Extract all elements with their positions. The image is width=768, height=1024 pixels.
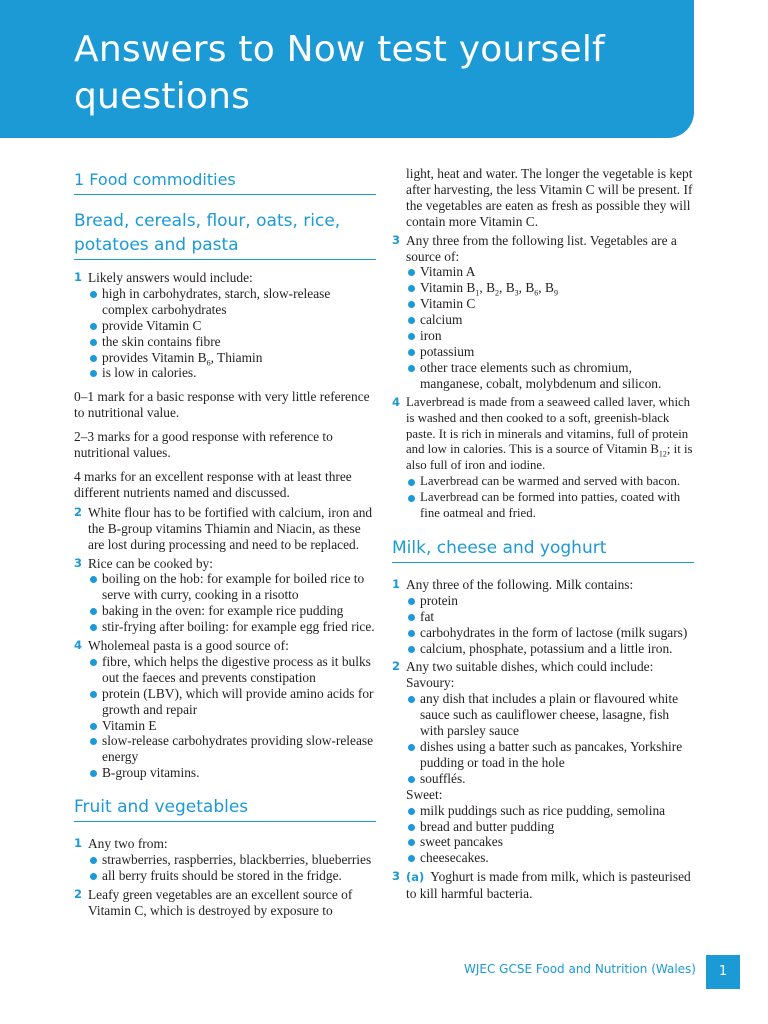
bullet: is low in calories. bbox=[88, 365, 376, 381]
mark-scheme-note: 2–3 marks for a good response with reference to nutritional values. bbox=[74, 429, 333, 461]
answer-1 bbox=[392, 577, 694, 657]
bullet: calcium bbox=[406, 312, 694, 328]
sub-answer-label: (a) bbox=[406, 870, 425, 885]
bullet: Laverbread can be warmed and served with bacon. bbox=[406, 474, 694, 490]
bullet: Vitamin A bbox=[406, 264, 694, 280]
section-heading-fruit: Fruit and vegetables bbox=[74, 795, 376, 822]
mark-scheme-note: 0–1 mark for a basic response with very little reference to nutritional value. bbox=[74, 389, 370, 421]
bullet: calcium, phosphate, potassium and a little iron. bbox=[406, 641, 694, 657]
bullet: the skin contains fibre bbox=[88, 334, 376, 350]
answer-1 bbox=[74, 836, 376, 884]
answer-number: 3 bbox=[392, 869, 401, 884]
bullet: carbohydrates in the form of lactose (milk sugars) bbox=[406, 625, 694, 641]
bullet: cheesecakes. bbox=[406, 850, 694, 866]
bullet: Vitamin C bbox=[406, 296, 694, 312]
bullet: B-group vitamins. bbox=[88, 765, 376, 781]
bullet: bread and butter pudding bbox=[406, 819, 694, 835]
bullet: potassium bbox=[406, 344, 694, 360]
bullet: provide Vitamin C bbox=[88, 318, 376, 334]
answer-text: Laverbread is made from a seaweed called laver, which is washed and then cooked to a soft, greenish-black paste. It is rich in minerals and vitamins, full of protein and low in calories. This is a source of Vitamin $B_{12}$; it is also full of iron and iodine. bbox=[406, 394, 693, 473]
bullet: sweet pancakes bbox=[406, 834, 694, 850]
answer-text: Any two suitable dishes, which could include: bbox=[406, 659, 654, 675]
answer-number: 1 bbox=[74, 836, 83, 851]
bullet: other trace elements such as chromium, manganese, cobalt, molybdenum and silicon. bbox=[406, 360, 694, 392]
answer-2 bbox=[392, 659, 694, 866]
bullet: milk puddings such as rice pudding, semolina bbox=[406, 803, 694, 819]
bullet: soufflés. bbox=[406, 771, 694, 787]
page-number: 1 bbox=[706, 955, 740, 989]
answer-3 bbox=[392, 233, 694, 392]
answer-text: Likely answers would include: bbox=[88, 270, 253, 285]
savoury-label: Savoury: bbox=[406, 675, 455, 691]
answer-number: 1 bbox=[392, 576, 401, 591]
right-column bbox=[392, 166, 694, 905]
answer-text: Any three of the following. Milk contains: bbox=[406, 576, 634, 592]
answer-text: Any two from: bbox=[88, 836, 168, 852]
bullet: boiling on the hob: for example for boiled rice to serve with curry, cooking in a risotto bbox=[88, 571, 376, 603]
bullet: fat bbox=[406, 609, 694, 625]
page-title: Answers to Now test yourself questions bbox=[74, 29, 605, 117]
bullet: Laverbread can be formed into patties, coated with fine oatmeal and fried. bbox=[406, 490, 694, 522]
bullet: Vitamin $B_1$, $B_2$, $B_3$, $B_6$, $B_9$ bbox=[406, 280, 694, 296]
bullet: any dish that includes a plain or flavoured white sauce such as cauliflower cheese, lasagne, fish with parsley sauce bbox=[406, 691, 694, 739]
bullet: protein bbox=[406, 593, 694, 609]
title-banner bbox=[0, 0, 694, 138]
answer-2 bbox=[74, 887, 376, 919]
bullet: stir-frying after boiling: for example egg fried rice. bbox=[88, 619, 376, 635]
answer-number: 2 bbox=[392, 659, 401, 674]
answer-3 bbox=[74, 556, 376, 636]
answer-1 bbox=[74, 270, 376, 381]
footer-book-title: WJEC GCSE Food and Nutrition (Wales) bbox=[464, 962, 696, 976]
bullet: high in carbohydrates, starch, slow-release complex carbohydrates bbox=[88, 286, 376, 318]
answer-text: White flour has to be fortified with calcium, iron and the B-group vitamins Thiamin and Niacin, as these are lost during processing and need to be replaced. bbox=[88, 504, 373, 552]
bullet: all berry fruits should be stored in the fridge. bbox=[88, 868, 376, 884]
answer-4 bbox=[74, 638, 376, 781]
bullet: slow-release carbohydrates providing slow-release energy bbox=[88, 733, 376, 765]
answer-number: 2 bbox=[74, 886, 83, 901]
answer-4 bbox=[392, 395, 694, 522]
bullet: baking in the oven: for example rice pudding bbox=[88, 603, 376, 619]
answer-number: 3 bbox=[74, 555, 83, 570]
answer-text: Wholemeal pasta is a good source of: bbox=[88, 638, 289, 654]
bullet: protein (LBV), which will provide amino acids for growth and repair bbox=[88, 686, 376, 718]
bullet: iron bbox=[406, 328, 694, 344]
mark-scheme-note: 4 marks for an excellent response with at least three different nutrients named and discussed. bbox=[74, 468, 352, 500]
bullet: strawberries, raspberries, blackberries, blueberries bbox=[88, 852, 376, 868]
continued-text: light, heat and water. The longer the vegetable is kept after harvesting, the less Vitamin C will be present. If the vegetables are eaten as fresh as possible they will contain more Vitamin C. bbox=[406, 166, 693, 229]
answer-number: 4 bbox=[74, 638, 83, 653]
bullet: provides Vitamin $B_6$, Thiamin bbox=[88, 350, 376, 366]
section-heading-bread: Bread, cereals, flour, oats, rice, potatoes and pasta bbox=[74, 209, 376, 260]
left-column bbox=[74, 162, 376, 922]
answer-2 bbox=[74, 505, 376, 553]
answer-3 bbox=[392, 869, 694, 902]
answer-text: Any three from the following list. Vegetables are a source of: bbox=[406, 232, 677, 264]
section-heading-milk: Milk, cheese and yoghurt bbox=[392, 536, 694, 563]
answer-number: 2 bbox=[74, 504, 83, 519]
answer-text: Rice can be cooked by: bbox=[88, 555, 213, 571]
answer-number: 4 bbox=[392, 394, 401, 409]
bullet: Vitamin E bbox=[88, 718, 376, 734]
answer-number: 3 bbox=[392, 232, 401, 247]
bullet: fibre, which helps the digestive process as it bulks out the faeces and prevents constipation bbox=[88, 654, 376, 686]
bullet: dishes using a batter such as pancakes, Yorkshire pudding or toad in the hole bbox=[406, 739, 694, 771]
answer-text: Yoghurt is made from milk, which is pasteurised to kill harmful bacteria. bbox=[406, 869, 691, 902]
answer-number: 1 bbox=[74, 270, 83, 284]
sweet-label: Sweet: bbox=[406, 786, 443, 802]
answer-text: Leafy green vegetables are an excellent source of Vitamin C, which is destroyed by exposure to bbox=[88, 886, 353, 918]
chapter-heading: 1 Food commodities bbox=[74, 168, 376, 195]
